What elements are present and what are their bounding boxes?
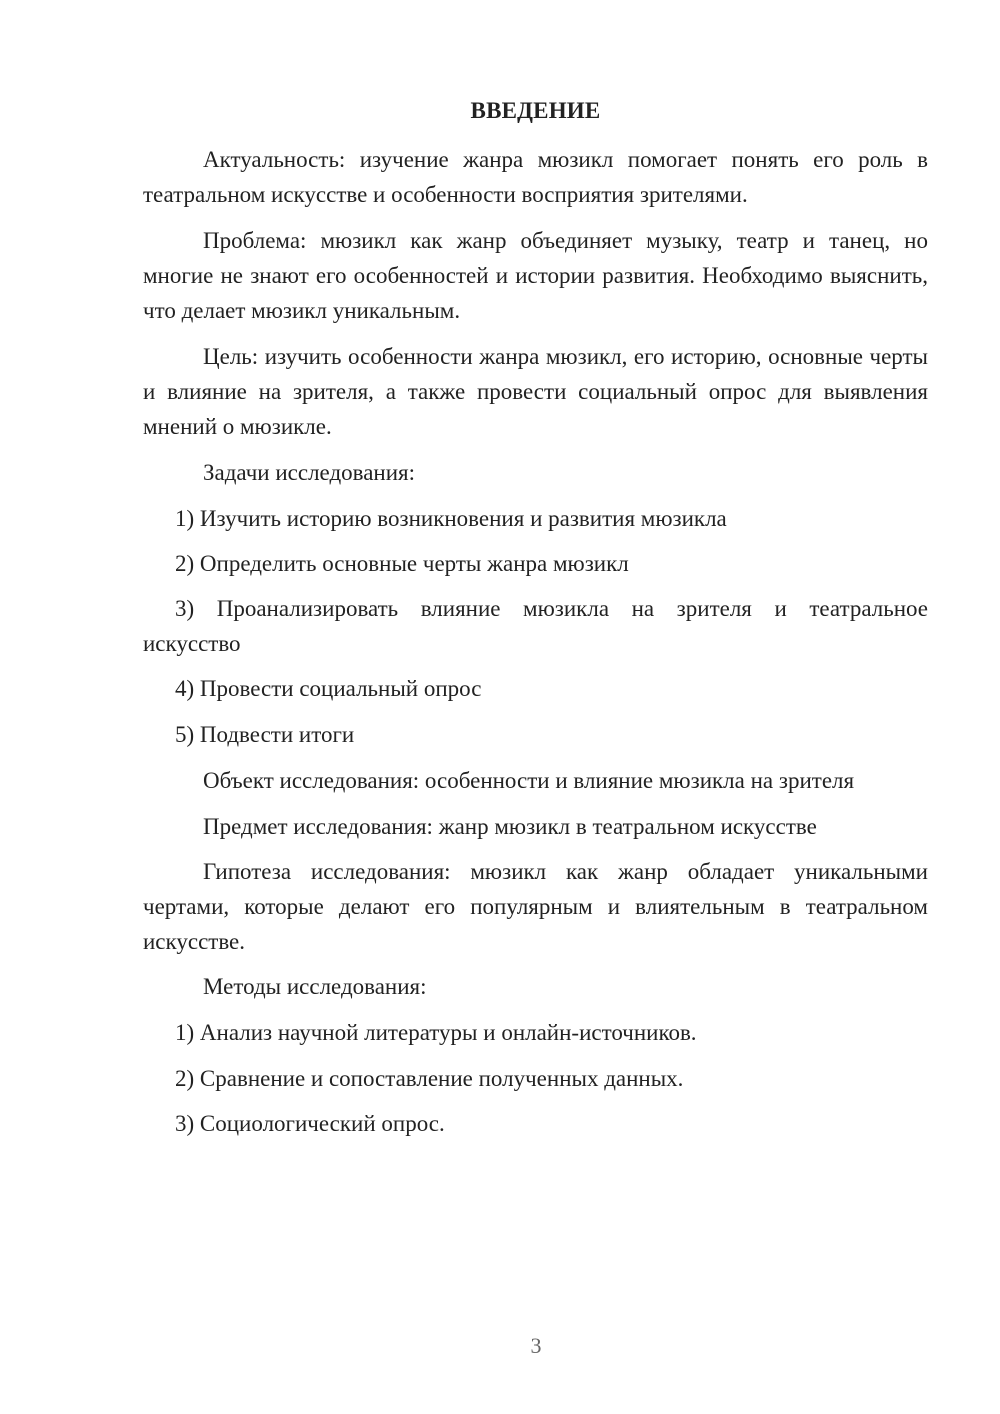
actuality-paragraph: Актуальность: изучение жанра мюзикл помогает понять его роль в театральном искусстве и особенности восприятия зрителями. — [143, 147, 928, 207]
task-item: 4) Провести социальный опрос — [175, 676, 482, 701]
hypothesis-paragraph: Гипотеза исследования: мюзикл как жанр обладает уникальными чертами, которые делают его популярным и влиятельным в театральном искусстве. — [143, 859, 928, 954]
task-item: 2) Определить основные черты жанра мюзикл — [175, 551, 629, 576]
method-item: 1) Анализ научной литературы и онлайн-источников. — [175, 1020, 697, 1045]
object-paragraph: Объект исследования: особенности и влияние мюзикла на зрителя — [203, 768, 855, 793]
task-item: 1) Изучить историю возникновения и развития мюзикла — [175, 506, 727, 531]
problem-paragraph: Проблема: мюзикл как жанр объединяет музыку, театр и танец, но многие не знают его особенностей и истории развития. Необходимо выяснить, что делает мюзикл уникальным. — [143, 228, 928, 323]
method-item: 3) Социологический опрос. — [175, 1111, 445, 1136]
page-number: 3 — [530, 1333, 542, 1358]
method-item: 2) Сравнение и сопоставление полученных данных. — [175, 1066, 684, 1091]
subject-paragraph: Предмет исследования: жанр мюзикл в театральном искусстве — [203, 814, 817, 839]
task-item: 3) Проанализировать влияние мюзикла на зрителя и театральное искусство — [143, 596, 928, 656]
methods-heading: Методы исследования: — [203, 974, 427, 999]
tasks-heading: Задачи исследования: — [203, 460, 416, 485]
goal-paragraph: Цель: изучить особенности жанра мюзикл, его историю, основные черты и влияние на зрителя, а также провести социальный опрос для выявления мнений о мюзикле. — [143, 344, 928, 439]
section-title: ВВЕДЕНИЕ — [470, 98, 601, 123]
task-item: 5) Подвести итоги — [175, 722, 355, 747]
